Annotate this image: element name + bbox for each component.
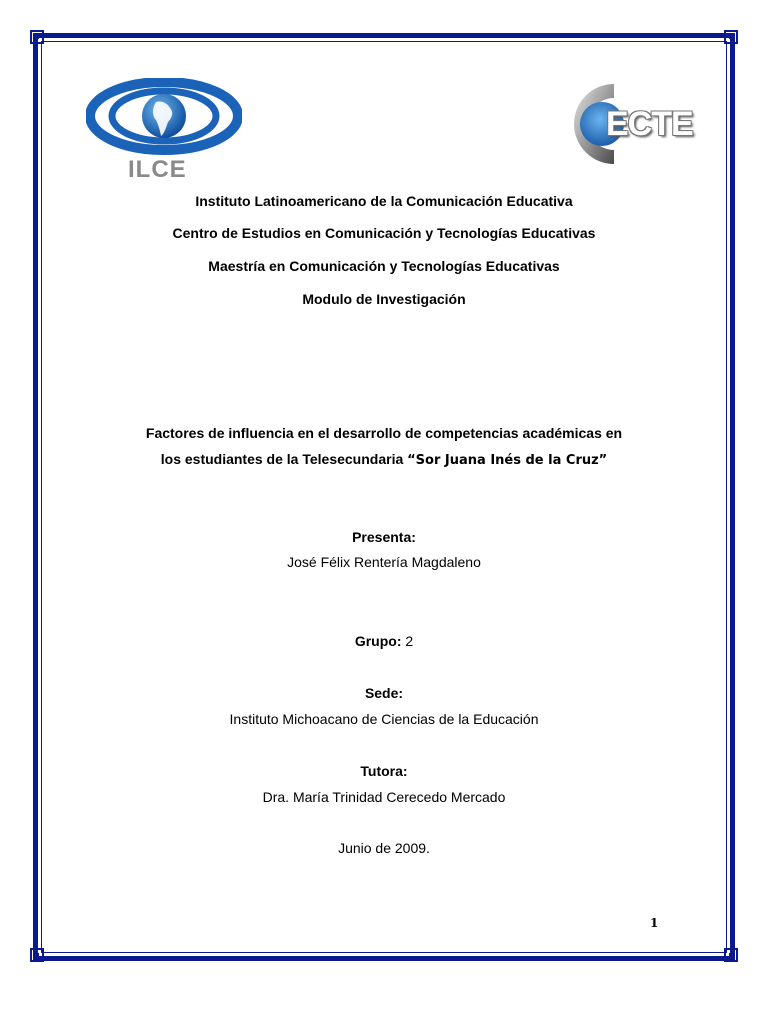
ilce-logo-text: ILCE (128, 156, 187, 183)
author-name: José Félix Rentería Magdaleno (287, 554, 481, 570)
group-label: Grupo: (354, 633, 402, 649)
tutora-value: Dra. María Trinidad Cerecedo Mercado (262, 789, 506, 805)
thesis-title-line2-text: los estudiantes de la Telesecundaria (160, 451, 408, 467)
sede-label: Sede: (364, 685, 404, 701)
border-corner-ornament (28, 946, 46, 964)
tutora-label: Tutora: (360, 763, 408, 779)
page-number: 1 (650, 916, 659, 930)
border-corner-ornament (28, 28, 46, 46)
institution-name: Instituto Latinoamericano de la Comunicación Educativa (195, 193, 573, 209)
sede-value: Instituto Michoacano de Ciencias de la Educación (229, 711, 539, 727)
center-name: Centro de Estudios en Comunicación y Tecnologías Educativas (172, 225, 596, 241)
globe-icon (86, 78, 242, 158)
document-date: Junio de 2009. (338, 840, 430, 856)
border-corner-ornament (722, 946, 740, 964)
school-name-quote: “Sor Juana Inés de la Cruz” (407, 453, 608, 468)
group-line (60, 632, 708, 650)
presenta-label: Presenta: (352, 529, 416, 545)
thesis-title-line1: Factores de influencia en el desarrollo de competencias académicas en (145, 425, 623, 441)
program-name: Maestría en Comunicación y Tecnologías Educativas (208, 258, 560, 274)
group-value: 2 (401, 633, 414, 649)
border-corner-ornament (722, 28, 740, 46)
thesis-title-line2 (60, 450, 708, 470)
module-name: Modulo de Investigación (302, 291, 466, 307)
cecte-logo-text: ECTE (606, 105, 693, 143)
